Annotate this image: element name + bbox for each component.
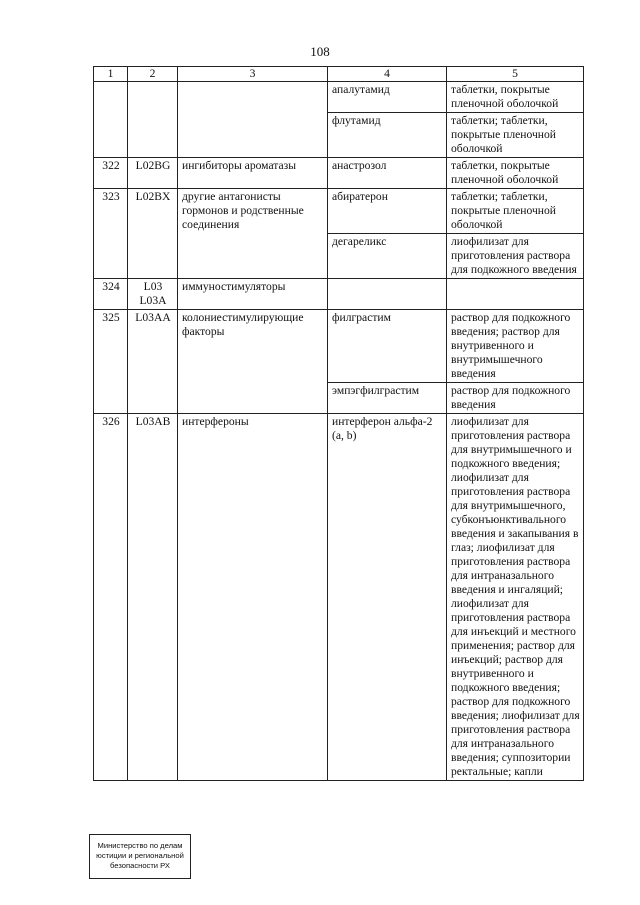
group-name: другие антагонисты гормонов и родственные соединения bbox=[178, 189, 328, 279]
atc-code: L03AA bbox=[128, 310, 178, 414]
group-name bbox=[178, 82, 328, 158]
group-name: колониестимулирующие факторы bbox=[178, 310, 328, 414]
drug-name: абиратерон bbox=[328, 189, 447, 234]
atc-code: L03 L03A bbox=[128, 279, 178, 310]
column-header: 3 bbox=[178, 67, 328, 82]
table-row bbox=[94, 414, 584, 781]
stamp-line: безопасности РХ bbox=[110, 861, 170, 870]
column-header: 5 bbox=[447, 67, 584, 82]
dosage-form: таблетки, покрытые пленочной оболочкой bbox=[447, 158, 584, 189]
ministry-stamp bbox=[89, 834, 191, 879]
drug-name: интерферон альфа-2 (a, b) bbox=[328, 414, 447, 781]
drug-name: филграстим bbox=[328, 310, 447, 383]
row-number: 326 bbox=[94, 414, 128, 781]
dosage-form bbox=[447, 279, 584, 310]
column-header: 1 bbox=[94, 67, 128, 82]
dosage-form: таблетки; таблетки, покрытые пленочной оболочкой bbox=[447, 189, 584, 234]
row-number: 322 bbox=[94, 158, 128, 189]
stamp-line: Министерство по делам bbox=[97, 841, 183, 850]
drug-name: флутамид bbox=[328, 113, 447, 158]
row-number: 324 bbox=[94, 279, 128, 310]
column-header: 2 bbox=[128, 67, 178, 82]
table-row bbox=[94, 279, 584, 310]
row-number bbox=[94, 82, 128, 158]
table-row bbox=[94, 189, 584, 234]
group-name: интерфероны bbox=[178, 414, 328, 781]
page-number: 108 bbox=[310, 44, 330, 59]
column-header: 4 bbox=[328, 67, 447, 82]
table-row bbox=[94, 310, 584, 383]
drug-name: эмпэгфилграстим bbox=[328, 383, 447, 414]
group-name: иммуностимуляторы bbox=[178, 279, 328, 310]
group-name: ингибиторы ароматазы bbox=[178, 158, 328, 189]
row-number: 323 bbox=[94, 189, 128, 279]
dosage-form: лиофилизат для приготовления раствора для внутримышечного и подкожного введения; лиофилизат для приготовления раствора для внутримышечного, субконъюнктивального введения и закапывания в глаз; лиофилизат для приготовления раствора для интраназального введения и ингаляций; лиофилизат для приготовления раствора для инъекций и местного применения; раствор для инъекций; раствор для внутривенного и подкожного введения; раствор для подкожного введения; лиофилизат для приготовления раствора для интраназального введения; суппозитории ректальные; капли bbox=[447, 414, 584, 781]
atc-code bbox=[128, 82, 178, 158]
table-row bbox=[94, 158, 584, 189]
header-row bbox=[94, 67, 584, 82]
stamp-line: юстиции и региональной bbox=[96, 851, 184, 860]
row-number: 325 bbox=[94, 310, 128, 414]
dosage-form: раствор для подкожного введения; раствор для внутривенного и внутримышечного введения bbox=[447, 310, 584, 383]
atc-code: L03AB bbox=[128, 414, 178, 781]
dosage-form: лиофилизат для приготовления раствора для подкожного введения bbox=[447, 234, 584, 279]
drug-name bbox=[328, 279, 447, 310]
atc-code: L02BG bbox=[128, 158, 178, 189]
dosage-form: раствор для подкожного введения bbox=[447, 383, 584, 414]
drug-name: дегареликс bbox=[328, 234, 447, 279]
drug-name: анастрозол bbox=[328, 158, 447, 189]
drug-name: апалутамид bbox=[328, 82, 447, 113]
dosage-form: таблетки, покрытые пленочной оболочкой bbox=[447, 82, 584, 113]
table-row bbox=[94, 82, 584, 113]
dosage-form: таблетки; таблетки, покрытые пленочной оболочкой bbox=[447, 113, 584, 158]
drug-list-table bbox=[93, 66, 584, 781]
atc-code: L02BX bbox=[128, 189, 178, 279]
